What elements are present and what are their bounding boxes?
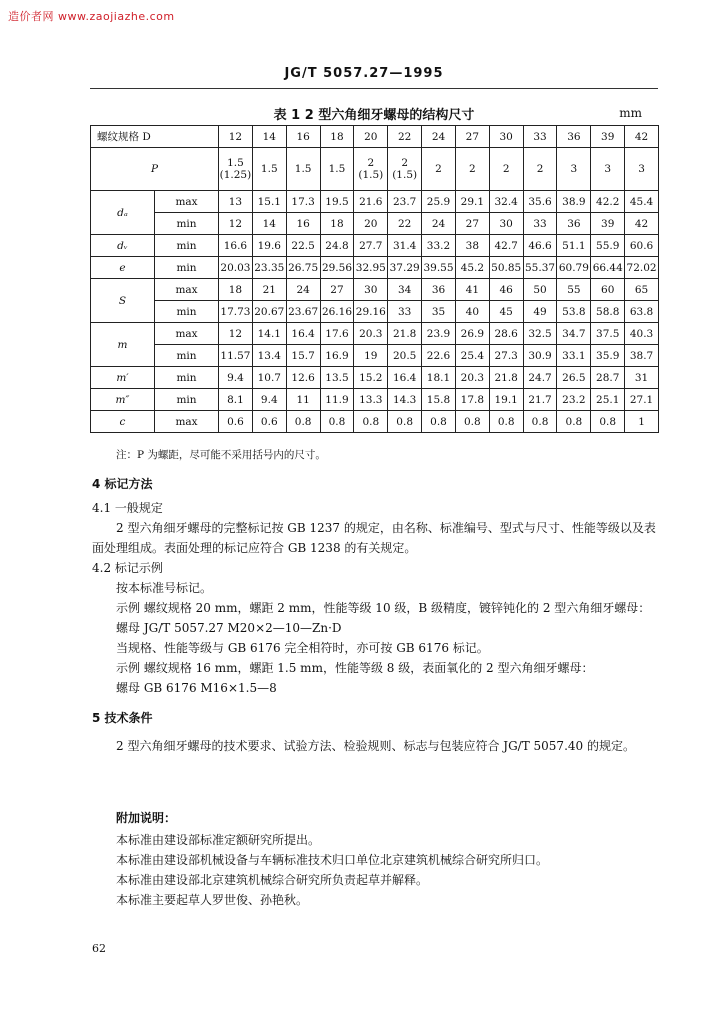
table-cell: 20.5 <box>388 345 422 367</box>
table-cell: 42 <box>625 213 659 235</box>
table-cell: 21.7 <box>523 389 557 411</box>
table-cell: 23.9 <box>422 323 456 345</box>
row-limit: min <box>155 301 219 323</box>
row-symbol: m′ <box>91 367 155 389</box>
table-cell: 22 <box>388 213 422 235</box>
table-cell: 0.8 <box>320 411 354 433</box>
table-row <box>91 191 659 213</box>
row-limit: min <box>155 389 219 411</box>
cell-line: 2 <box>401 157 408 169</box>
table-cell: 20.03 <box>219 257 253 279</box>
table-cell: 21.8 <box>388 323 422 345</box>
table-cell: 26.16 <box>320 301 354 323</box>
size-header: 24 <box>422 126 456 148</box>
table-cell <box>354 148 388 191</box>
cell-line: 2 <box>502 163 510 175</box>
addendum-line1: 本标准由建设部标准定额研究所提出。 <box>116 833 321 847</box>
table-cell <box>557 148 591 191</box>
table-cell: 51.1 <box>557 235 591 257</box>
table-cell: 19.5 <box>320 191 354 213</box>
table-cell <box>489 148 523 191</box>
cell-line: 1.5 <box>260 163 278 175</box>
table-cell: 21 <box>252 279 286 301</box>
section-4-title: 4 标记方法 <box>92 477 153 491</box>
table-row <box>91 367 659 389</box>
table-cell: 45 <box>489 301 523 323</box>
table-row <box>91 257 659 279</box>
row-symbol: e <box>91 257 155 279</box>
table-cell: 27.3 <box>489 345 523 367</box>
table-cell: 41 <box>455 279 489 301</box>
table-cell: 31.4 <box>388 235 422 257</box>
table-cell: 16.4 <box>388 367 422 389</box>
table-cell: 0.8 <box>354 411 388 433</box>
table-cell: 21.6 <box>354 191 388 213</box>
table-cell: 20.67 <box>252 301 286 323</box>
table-cell: 45.4 <box>625 191 659 213</box>
table-cell: 40 <box>455 301 489 323</box>
row-limit: max <box>155 323 219 345</box>
table-cell: 23.2 <box>557 389 591 411</box>
table-cell: 17.3 <box>286 191 320 213</box>
table-cell: 39 <box>591 213 625 235</box>
table-cell: 14.3 <box>388 389 422 411</box>
section-4-2-title: 4.2 标记示例 <box>92 561 163 575</box>
row-symbol: dᵥ <box>91 235 155 257</box>
table-cell: 27 <box>455 213 489 235</box>
size-header: 27 <box>455 126 489 148</box>
table-cell <box>422 148 456 191</box>
table-row <box>91 389 659 411</box>
table-unit: mm <box>619 106 642 120</box>
table-cell: 9.4 <box>219 367 253 389</box>
header-label: 螺纹规格 D <box>91 126 219 148</box>
table-cell <box>523 148 557 191</box>
table-cell: 35.6 <box>523 191 557 213</box>
table-cell <box>455 148 489 191</box>
table-cell: 28.7 <box>591 367 625 389</box>
cell-line: 2 <box>536 163 544 175</box>
cell-line: 1.5 <box>294 163 312 175</box>
table-cell: 18.1 <box>422 367 456 389</box>
cell-line: (1.5) <box>358 169 384 181</box>
table-cell: 29.56 <box>320 257 354 279</box>
row-limit: min <box>155 367 219 389</box>
table-cell: 46.6 <box>523 235 557 257</box>
table-cell: 42.7 <box>489 235 523 257</box>
row-limit: min <box>155 235 219 257</box>
row-symbol: c <box>91 411 155 433</box>
cell-line: (1.5) <box>392 169 418 181</box>
row-symbol: P <box>91 148 219 191</box>
table-cell: 33 <box>388 301 422 323</box>
size-header: 20 <box>354 126 388 148</box>
table-cell: 0.8 <box>523 411 557 433</box>
table-row <box>91 148 659 191</box>
cell-line: 2 <box>435 163 442 175</box>
table-cell: 9.4 <box>252 389 286 411</box>
table-cell <box>219 148 253 191</box>
cell-line: 2 <box>367 157 375 169</box>
section-4-2-line4: 当规格、性能等级与 GB 6176 完全相符时，亦可按 GB 6176 标记。 <box>116 641 489 655</box>
cell-line: 1.5 <box>227 157 244 169</box>
cell-line: 3 <box>638 163 645 175</box>
table-cell: 35 <box>422 301 456 323</box>
table-cell: 11.9 <box>320 389 354 411</box>
cell-line: 2 <box>469 163 476 175</box>
table-cell: 25.4 <box>455 345 489 367</box>
table-cell: 31 <box>625 367 659 389</box>
table-cell: 17.8 <box>455 389 489 411</box>
table-row <box>91 323 659 345</box>
table-cell: 22.6 <box>422 345 456 367</box>
table-cell: 11.57 <box>219 345 253 367</box>
table-cell: 12 <box>219 213 253 235</box>
section-4-2-mark2: 螺母 GB 6176 M16×1.5—8 <box>116 681 277 695</box>
table-cell: 0.8 <box>286 411 320 433</box>
table-cell: 72.02 <box>625 257 659 279</box>
table-cell: 30.9 <box>523 345 557 367</box>
table-cell: 0.8 <box>388 411 422 433</box>
table-row <box>91 279 659 301</box>
table-cell: 30 <box>489 213 523 235</box>
table-cell: 32.95 <box>354 257 388 279</box>
section-5-title: 5 技术条件 <box>92 711 153 725</box>
table-cell: 60.79 <box>557 257 591 279</box>
table-cell: 23.7 <box>388 191 422 213</box>
table-cell: 46 <box>489 279 523 301</box>
table-cell: 0.8 <box>489 411 523 433</box>
cell-line: (1.25) <box>219 169 252 181</box>
table-row <box>91 345 659 367</box>
size-header: 30 <box>489 126 523 148</box>
table-cell: 15.7 <box>286 345 320 367</box>
size-header: 14 <box>252 126 286 148</box>
table-cell: 15.8 <box>422 389 456 411</box>
size-header: 42 <box>625 126 659 148</box>
table-cell: 38.9 <box>557 191 591 213</box>
table-cell: 66.44 <box>591 257 625 279</box>
section-4-1-text-line2: 面处理组成。表面处理的标记应符合 GB 1238 的有关规定。 <box>92 541 417 555</box>
row-limit: min <box>155 257 219 279</box>
table-cell: 29.16 <box>354 301 388 323</box>
addendum-line2: 本标准由建设部机械设备与车辆标准技术归口单位北京建筑机械综合研究所归口。 <box>116 853 549 867</box>
table-cell: 20.3 <box>455 367 489 389</box>
page-number: 62 <box>92 942 106 955</box>
cell-line: 3 <box>604 163 612 175</box>
table-cell: 25.9 <box>422 191 456 213</box>
table-cell <box>320 148 354 191</box>
table-cell: 26.5 <box>557 367 591 389</box>
table-cell: 18 <box>219 279 253 301</box>
row-symbol: S <box>91 279 155 323</box>
table-cell: 55.37 <box>523 257 557 279</box>
table-cell: 25.1 <box>591 389 625 411</box>
table-cell: 0.8 <box>591 411 625 433</box>
section-4-1-text-line1: 2 型六角细牙螺母的完整标记按 GB 1237 的规定，由名称、标准编号、型式与尺寸、性能等级以及表 <box>116 521 656 535</box>
table-cell: 0.6 <box>219 411 253 433</box>
table-cell: 49 <box>523 301 557 323</box>
table-cell: 60 <box>591 279 625 301</box>
table-cell: 37.29 <box>388 257 422 279</box>
table-cell: 33.2 <box>422 235 456 257</box>
section-4-1-title: 4.1 一般规定 <box>92 501 163 515</box>
table-cell: 0.6 <box>252 411 286 433</box>
table-cell: 55.9 <box>591 235 625 257</box>
table-cell: 36 <box>557 213 591 235</box>
table-cell: 26.75 <box>286 257 320 279</box>
addendum-line3: 本标准由建设部北京建筑机械综合研究所负责起草并解释。 <box>116 873 429 887</box>
table-cell <box>252 148 286 191</box>
table-cell: 38 <box>455 235 489 257</box>
table-cell: 33.1 <box>557 345 591 367</box>
table-cell: 37.5 <box>591 323 625 345</box>
table-cell: 32.5 <box>523 323 557 345</box>
row-limit: max <box>155 279 219 301</box>
table-cell: 16.6 <box>219 235 253 257</box>
table-cell: 10.7 <box>252 367 286 389</box>
table-cell: 45.2 <box>455 257 489 279</box>
table-cell: 63.8 <box>625 301 659 323</box>
table-cell: 42.2 <box>591 191 625 213</box>
table-cell: 0.8 <box>455 411 489 433</box>
table-note: 注：P 为螺距，尽可能不采用括号内的尺寸。 <box>116 449 326 461</box>
table-cell <box>591 148 625 191</box>
table-cell: 13.5 <box>320 367 354 389</box>
table-cell: 14 <box>252 213 286 235</box>
table-cell: 38.7 <box>625 345 659 367</box>
table-cell: 17.73 <box>219 301 253 323</box>
size-header: 22 <box>388 126 422 148</box>
table-cell: 27.1 <box>625 389 659 411</box>
table-cell: 24 <box>286 279 320 301</box>
table-title: 表 1 2 型六角细牙螺母的结构尺寸 <box>273 108 475 123</box>
table-cell: 35.9 <box>591 345 625 367</box>
table-cell: 26.9 <box>455 323 489 345</box>
table-cell: 23.35 <box>252 257 286 279</box>
table-cell: 16 <box>286 213 320 235</box>
row-limit: max <box>155 191 219 213</box>
row-limit: min <box>155 345 219 367</box>
table-cell: 53.8 <box>557 301 591 323</box>
row-symbol: m <box>91 323 155 367</box>
size-header: 18 <box>320 126 354 148</box>
table-cell: 23.67 <box>286 301 320 323</box>
size-header: 36 <box>557 126 591 148</box>
row-symbol: m″ <box>91 389 155 411</box>
section-5-text: 2 型六角细牙螺母的技术要求、试验方法、检验规则、标志与包装应符合 JG/T 5057.40 的规定。 <box>116 739 635 753</box>
section-4-2-example1: 示例 螺纹规格 20 mm，螺距 2 mm，性能等级 10 级，B 级精度，镀锌钝化的 2 型六角细牙螺母： <box>116 601 651 615</box>
cell-line: 1.5 <box>328 163 346 175</box>
table-cell: 0.8 <box>422 411 456 433</box>
table-cell: 36 <box>422 279 456 301</box>
table-header-row <box>91 126 659 148</box>
table-cell: 11 <box>286 389 320 411</box>
table-cell: 19 <box>354 345 388 367</box>
header-divider <box>90 88 658 89</box>
table-cell: 21.8 <box>489 367 523 389</box>
table-cell: 19.6 <box>252 235 286 257</box>
table-cell: 20.3 <box>354 323 388 345</box>
table-row <box>91 213 659 235</box>
row-limit: min <box>155 213 219 235</box>
table-cell: 15.1 <box>252 191 286 213</box>
table-cell: 14.1 <box>252 323 286 345</box>
table-cell <box>286 148 320 191</box>
table-cell: 22.5 <box>286 235 320 257</box>
table-cell: 13 <box>219 191 253 213</box>
table-cell <box>625 148 659 191</box>
size-header: 33 <box>523 126 557 148</box>
size-header: 12 <box>219 126 253 148</box>
table-cell: 20 <box>354 213 388 235</box>
document-header: JG/T 5057.27—1995 <box>284 66 444 81</box>
table-cell: 50 <box>523 279 557 301</box>
table-cell: 8.1 <box>219 389 253 411</box>
table-cell: 60.6 <box>625 235 659 257</box>
table-cell: 33 <box>523 213 557 235</box>
table-cell: 50.85 <box>489 257 523 279</box>
table-cell: 28.6 <box>489 323 523 345</box>
table-cell: 30 <box>354 279 388 301</box>
table-cell: 12 <box>219 323 253 345</box>
table-cell: 16.4 <box>286 323 320 345</box>
table-cell: 34 <box>388 279 422 301</box>
table-cell: 40.3 <box>625 323 659 345</box>
section-4-2-mark1: 螺母 JG/T 5057.27 M20×2—10—Zn·D <box>116 621 342 635</box>
table-cell: 19.1 <box>489 389 523 411</box>
table-cell: 17.6 <box>320 323 354 345</box>
size-header: 39 <box>591 126 625 148</box>
table-cell: 27.7 <box>354 235 388 257</box>
addendum-line4: 本标准主要起草人罗世俊、孙艳秋。 <box>116 893 309 907</box>
table-cell: 29.1 <box>455 191 489 213</box>
size-header: 16 <box>286 126 320 148</box>
table-cell: 24.7 <box>523 367 557 389</box>
section-4-2-example2: 示例 螺纹规格 16 mm，螺距 1.5 mm，性能等级 8 级，表面氧化的 2 型六角细牙螺母： <box>116 661 594 675</box>
table-cell: 32.4 <box>489 191 523 213</box>
addendum-title: 附加说明： <box>116 811 177 825</box>
table-row <box>91 411 659 433</box>
table-cell: 16.9 <box>320 345 354 367</box>
table-cell: 65 <box>625 279 659 301</box>
cell-line: 3 <box>570 163 578 175</box>
table-cell <box>388 148 422 191</box>
table-cell: 13.4 <box>252 345 286 367</box>
watermark: 造价者网 www.zaojiazhe.com <box>8 10 175 23</box>
row-limit: max <box>155 411 219 433</box>
table-row <box>91 235 659 257</box>
table-cell: 13.3 <box>354 389 388 411</box>
table-cell: 24 <box>422 213 456 235</box>
table-cell: 12.6 <box>286 367 320 389</box>
table-cell: 58.8 <box>591 301 625 323</box>
dimension-table <box>90 125 659 433</box>
table-cell: 15.2 <box>354 367 388 389</box>
table-cell: 27 <box>320 279 354 301</box>
row-symbol: dₐ <box>91 191 155 235</box>
table-cell: 18 <box>320 213 354 235</box>
table-cell: 34.7 <box>557 323 591 345</box>
table-cell: 1 <box>625 411 659 433</box>
table-cell: 55 <box>557 279 591 301</box>
table-row <box>91 301 659 323</box>
section-4-2-line1: 按本标准号标记。 <box>116 581 213 595</box>
table-cell: 24.8 <box>320 235 354 257</box>
table-cell: 0.8 <box>557 411 591 433</box>
table-cell: 39.55 <box>422 257 456 279</box>
